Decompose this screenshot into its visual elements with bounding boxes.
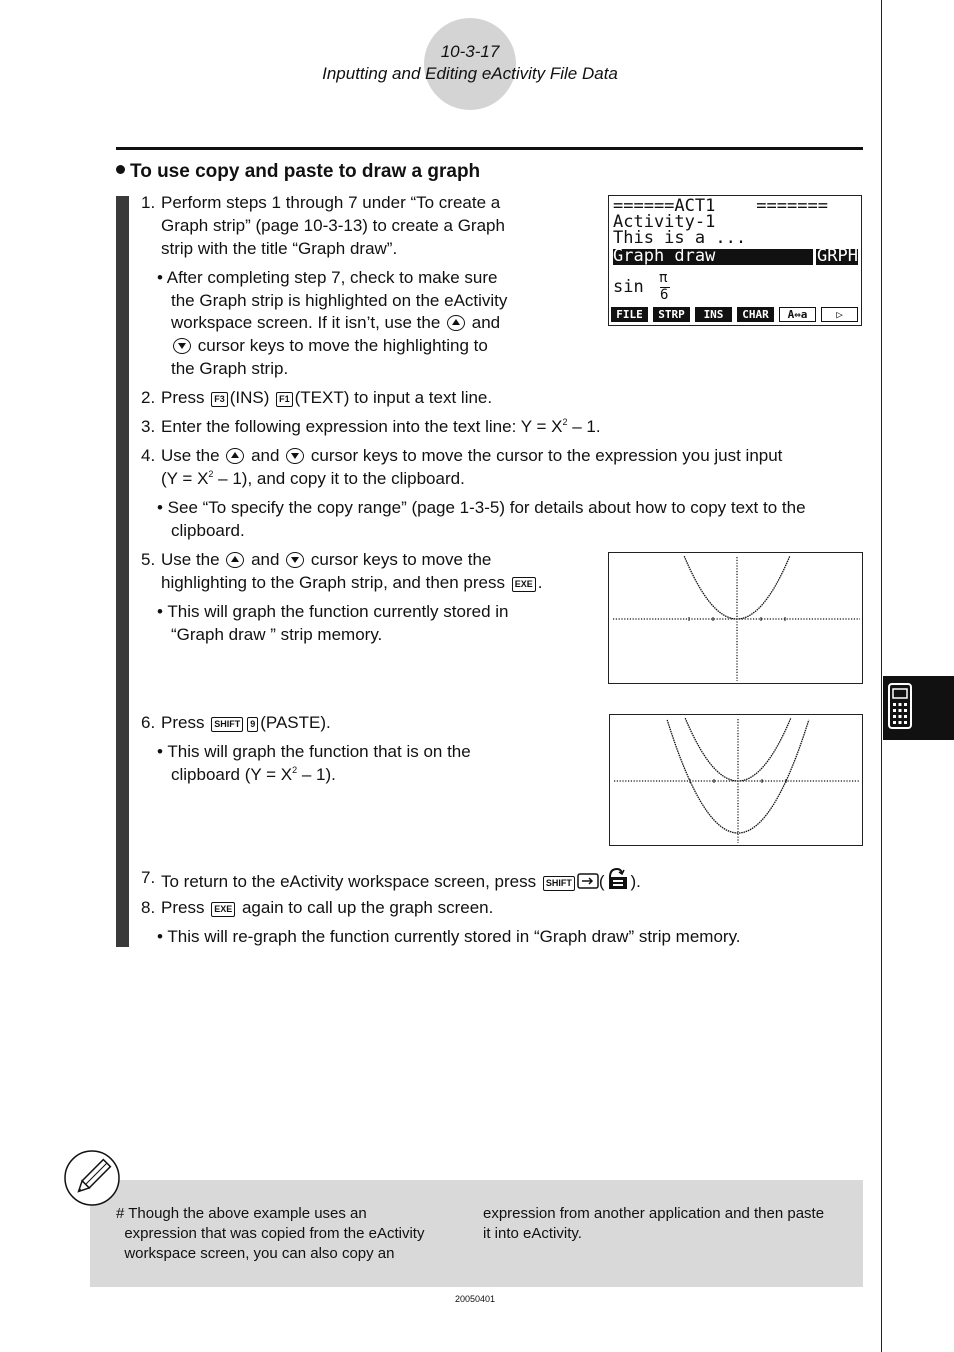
step-3-superscript: 2 — [562, 417, 568, 427]
step-1-note-line-5: the Graph strip. — [171, 359, 289, 378]
screen-sin-text: sin — [613, 277, 644, 297]
shift-key-icon: SHIFT — [543, 876, 575, 891]
menu-case: A⇔a — [779, 307, 816, 322]
step-7-text-b: ( — [598, 872, 605, 891]
switch-key-icon — [577, 872, 599, 890]
screen-graph-strip — [613, 246, 858, 266]
step-1-line-1: Perform steps 1 through 7 under “To create a — [161, 193, 501, 212]
graph-strip-tag: GRPH — [813, 248, 858, 265]
step-5-line-1 — [161, 548, 491, 571]
step-4-text-b: and — [251, 446, 280, 465]
step-3-line — [161, 415, 601, 438]
step-2-text-b: (INS) — [229, 388, 270, 407]
step-6-note-line-2 — [171, 763, 336, 786]
exe-key-icon: EXE — [211, 902, 235, 917]
step-5-line-2 — [161, 571, 542, 594]
screen-pi: π — [659, 270, 668, 286]
step-7-text-c: ). — [630, 872, 641, 891]
step-1-note-text-b: and — [471, 313, 501, 332]
screen-title-row: ======ACT1 ======= — [613, 196, 828, 216]
step-7-line — [161, 866, 641, 893]
cursor-up-key-icon — [226, 448, 244, 464]
f1-key-icon: F1 — [276, 392, 293, 407]
step-5-text-c: cursor keys to move the — [310, 550, 492, 569]
note-line: expression that was copied from the eActivity — [116, 1225, 425, 1242]
cursor-up-key-icon — [447, 315, 465, 331]
graph-screen-1 — [608, 552, 863, 684]
step-8-note-line-1: • This will re-graph the function currently stored in “Graph draw” strip memory. — [157, 927, 741, 946]
step-6-note-line-1: • This will graph the function that is on the — [157, 742, 471, 761]
f3-key-icon: F3 — [211, 392, 228, 407]
page-number: 10-3-17 — [440, 42, 500, 61]
step-4-number: 4. — [141, 446, 156, 465]
step-2-number: 2. — [141, 388, 156, 407]
step-6-text-d: – 1). — [297, 765, 336, 784]
bullet-icon — [116, 165, 125, 174]
menu-file: FILE — [611, 307, 648, 322]
page-edge-line — [881, 0, 882, 1352]
note-column-2 — [483, 1204, 824, 1244]
pencil-icon — [63, 1149, 121, 1207]
step-1-note-line-2: the Graph strip is highlighted on the eActivity — [171, 291, 508, 310]
step-1-line-2: Graph strip” (page 10-3-13) to create a Graph — [161, 216, 505, 235]
step-8-text-a: Press — [161, 898, 205, 917]
step-6-superscript: 2 — [292, 765, 298, 775]
cursor-up-key-icon — [226, 552, 244, 568]
step-2-line — [161, 386, 492, 409]
step-5-number: 5. — [141, 550, 156, 569]
step-4-text-e: – 1), and copy it to the clipboard. — [213, 469, 465, 488]
step-5-text-b: and — [251, 550, 280, 569]
exe-key-icon: EXE — [512, 577, 536, 592]
step-4-text-c: cursor keys to move the cursor to the expression you just input — [310, 446, 783, 465]
note-column-1 — [116, 1204, 424, 1264]
return-icon — [605, 866, 631, 892]
screen-text-row: This is a ... — [613, 228, 747, 248]
step-3-number: 3. — [141, 417, 156, 436]
procedure-bar — [116, 196, 129, 947]
function-menu — [611, 307, 861, 322]
calculator-screen — [608, 195, 862, 326]
note-line: expression from another application and then paste — [483, 1205, 825, 1222]
step-7-number: 7. — [141, 868, 156, 887]
step-4-text-a: Use the — [161, 446, 220, 465]
note-box — [90, 1180, 863, 1287]
calculator-icon — [883, 676, 954, 740]
section-rule — [116, 147, 863, 150]
step-6-text-a: Press — [161, 713, 205, 732]
step-5-note-line-1: • This will graph the function currently stored in — [157, 602, 509, 621]
step-4-superscript: 2 — [208, 469, 214, 479]
step-1-note-text-a: workspace screen. If it isn’t, use the — [171, 313, 441, 332]
step-6-text-c: clipboard (Y = X — [171, 765, 293, 784]
section-heading — [116, 161, 480, 183]
menu-ins: INS — [695, 307, 732, 322]
step-3-text-b: – 1. — [567, 417, 601, 436]
step-5-text-a: Use the — [161, 550, 220, 569]
step-1-line-3: strip with the title “Graph draw”. — [161, 239, 398, 258]
step-4-line-2 — [161, 467, 465, 490]
step-8-number: 8. — [141, 898, 156, 917]
menu-strp: STRP — [653, 307, 690, 322]
step-4-note-line-2: clipboard. — [171, 521, 245, 540]
graph-screen-2 — [609, 714, 863, 846]
shift-key-icon: SHIFT — [211, 717, 243, 732]
step-1-note-line-1: • After completing step 7, check to make sure — [157, 268, 498, 287]
section-heading-text: To use copy and paste to draw a graph — [130, 161, 481, 182]
chapter-tab — [883, 676, 954, 740]
step-8-text-b: again to call up the graph screen. — [241, 898, 494, 917]
graph-strip-label: Graph draw — [613, 246, 716, 266]
step-4-line-1 — [161, 444, 782, 467]
step-4-note-line-1: • See “To specify the copy range” (page 1-3-5) for details about how to copy text to the — [157, 498, 806, 517]
page-title: Inputting and Editing eActivity File Data — [322, 64, 618, 83]
step-2-text-c: (TEXT) to input a text line. — [294, 388, 493, 407]
cursor-down-key-icon — [173, 338, 191, 354]
menu-next: ▷ — [821, 307, 858, 322]
step-1-number: 1. — [141, 193, 156, 212]
step-8-line — [161, 896, 493, 919]
step-1-note-line-3 — [171, 311, 500, 334]
step-5-text-d: highlighting to the Graph strip, and then press — [161, 573, 505, 592]
cursor-down-key-icon — [286, 448, 304, 464]
step-5-note-line-2: “Graph draw ” strip memory. — [171, 625, 383, 644]
step-1-note-line-4 — [171, 334, 488, 357]
footer-code: 20050401 — [454, 1294, 496, 1304]
screen-activity-row: Activity-1 — [613, 212, 716, 232]
step-6-line — [161, 711, 331, 734]
menu-char: CHAR — [737, 307, 774, 322]
note-line: # Though the above example uses an — [116, 1205, 367, 1222]
note-line: it into eActivity. — [483, 1225, 582, 1242]
step-5-text-e: . — [537, 573, 543, 592]
step-1-note-text-c: cursor keys to move the highlighting to — [197, 336, 488, 355]
step-4-text-d: (Y = X — [161, 469, 209, 488]
note-line: workspace screen, you can also copy an — [116, 1245, 395, 1262]
screen-six: 6 — [660, 287, 669, 303]
cursor-down-key-icon — [286, 552, 304, 568]
step-3-text-a: Enter the following expression into the text line: Y = X — [161, 417, 563, 436]
step-7-text-a: To return to the eActivity workspace screen, press — [161, 872, 537, 891]
nine-key-icon: 9 — [247, 717, 258, 732]
step-2-text-a: Press — [161, 388, 205, 407]
step-6-text-b: (PASTE). — [260, 713, 331, 732]
step-6-number: 6. — [141, 713, 156, 732]
